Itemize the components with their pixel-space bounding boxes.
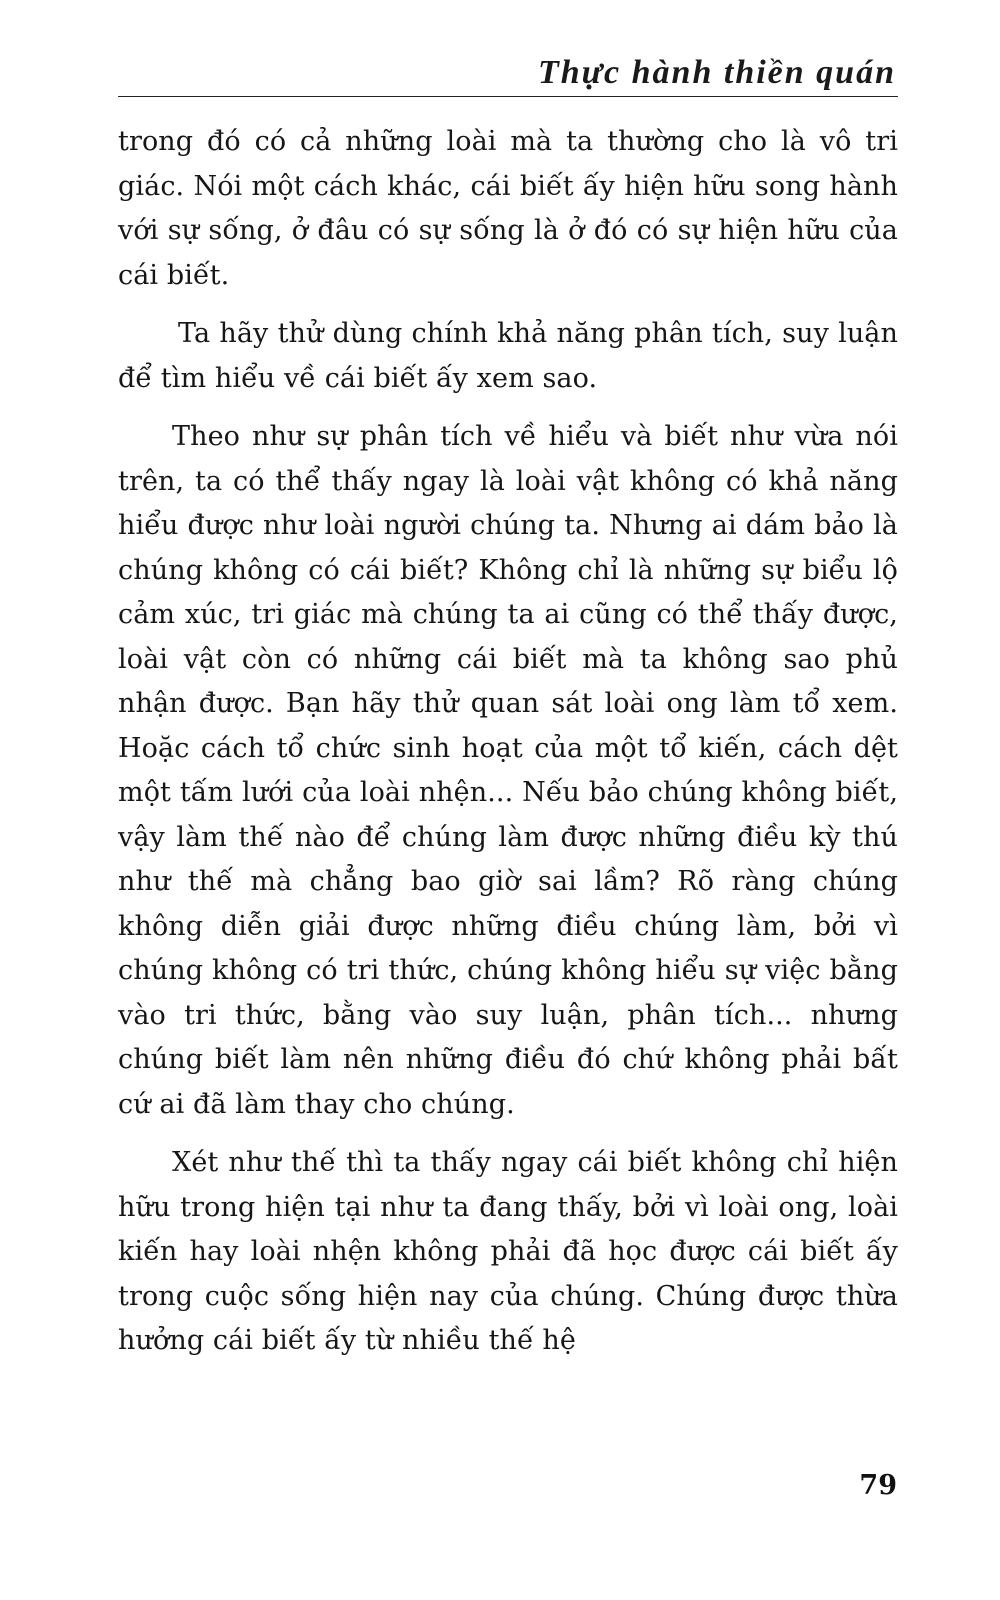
- paragraph: Ta hãy thử dùng chính khả năng phân tích, suy luận để tìm hiểu về cái biết ấy xem sao.: [118, 318, 898, 394]
- paragraph: Xét như thế thì ta thấy ngay cái biết không chỉ hiện hữu trong hiện tại như ta đang thấy, bởi vì loài ong, loài kiến hay loài nhện không phải đã học được cái biết ấy trong cuộc sống hiện nay của chúng. Chúng được thừa hưởng cái biết ấy từ nhiều thế hệ: [118, 1147, 898, 1356]
- page-body: [118, 120, 898, 1378]
- page-number: 79: [859, 1470, 897, 1501]
- paragraph: Theo như sự phân tích về hiểu và biết như vừa nói trên, ta có thể thấy ngay là loài vật không có khả năng hiểu được như loài người chúng ta. Nhưng ai dám bảo là chúng không có cái biết? Không chỉ là những sự biểu lộ cảm xúc, tri giác mà chúng ta ai cũng có thể thấy được, loài vật còn có những cái biết mà ta không sao phủ nhận được. Bạn hãy thử quan sát loài ong làm tổ xem. Hoặc cách tổ chức sinh hoạt của một tổ kiến, cách dệt một tấm lưới của loài nhện... Nếu bảo chúng không biết, vậy làm thế nào để chúng làm được những điều kỳ thú như thế mà chẳng bao giờ sai lầm? Rõ ràng chúng không diễn giải được những điều chúng làm, bởi vì chúng không có tri thức, chúng không hiểu sự việc bằng vào tri thức, bằng vào suy luận, phân tích... nhưng chúng biết làm nên những điều đó chứ không phải bất cứ ai đã làm thay cho chúng.: [118, 421, 898, 1120]
- paragraph-continuation: trong đó có cả những loài mà ta thường cho là vô tri giác. Nói một cách khác, cái biết ấy hiện hữu song hành với sự sống, ở đâu có sự sống là ở đó có sự hiện hữu của cái biết.: [118, 126, 898, 291]
- running-header: [118, 52, 898, 97]
- running-header-title: Thực hành thiền quán: [538, 54, 896, 91]
